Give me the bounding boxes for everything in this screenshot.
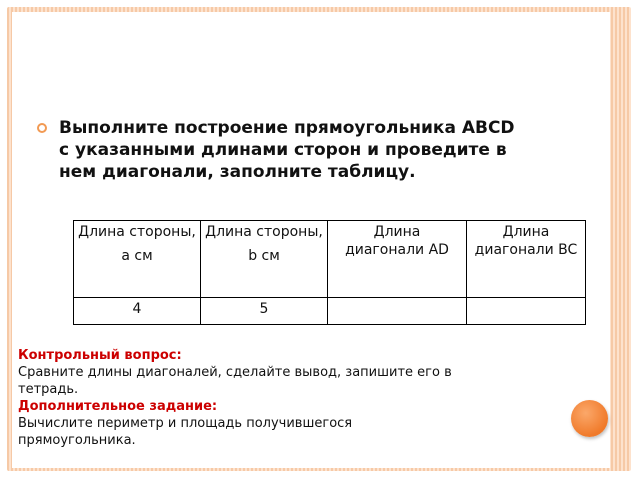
header-label: Длина диагонали AD bbox=[345, 224, 449, 258]
task-text: Выполните построение прямоугольника ABCD с указанными длинами сторон и проведите в нем диагонали, заполните таблицу. bbox=[59, 118, 515, 182]
header-label: Длина диагонали BC bbox=[474, 224, 578, 258]
header-cell-side-a bbox=[74, 221, 201, 298]
header-cell-diagonal-bc bbox=[467, 221, 586, 298]
task-bullet bbox=[37, 117, 517, 183]
extra-task-heading: Дополнительное задание: bbox=[18, 399, 218, 414]
header-unit: b см bbox=[248, 248, 280, 264]
header-cell-side-b bbox=[201, 221, 328, 298]
bullet-marker-icon bbox=[37, 123, 47, 133]
header-unit: a см bbox=[121, 248, 153, 264]
control-question-text: Сравните длины диагоналей, сделайте вывод, запишите его в тетрадь. bbox=[18, 365, 452, 397]
table-cell: 4 bbox=[74, 298, 201, 325]
data-table bbox=[73, 220, 586, 325]
questions-block bbox=[18, 347, 458, 449]
table-header-row bbox=[74, 221, 586, 298]
table-row bbox=[74, 298, 586, 325]
table-cell bbox=[467, 298, 586, 325]
extra-task-text: Вычислите периметр и площадь получившегося прямоугольника. bbox=[18, 416, 353, 448]
table-cell bbox=[328, 298, 467, 325]
header-label: Длина стороны, bbox=[78, 224, 196, 240]
table-cell: 5 bbox=[201, 298, 328, 325]
control-question-heading: Контрольный вопрос: bbox=[18, 348, 182, 363]
header-label: Длина стороны, bbox=[205, 224, 323, 240]
header-cell-diagonal-ad bbox=[328, 221, 467, 298]
decorative-circle-icon bbox=[571, 400, 608, 437]
